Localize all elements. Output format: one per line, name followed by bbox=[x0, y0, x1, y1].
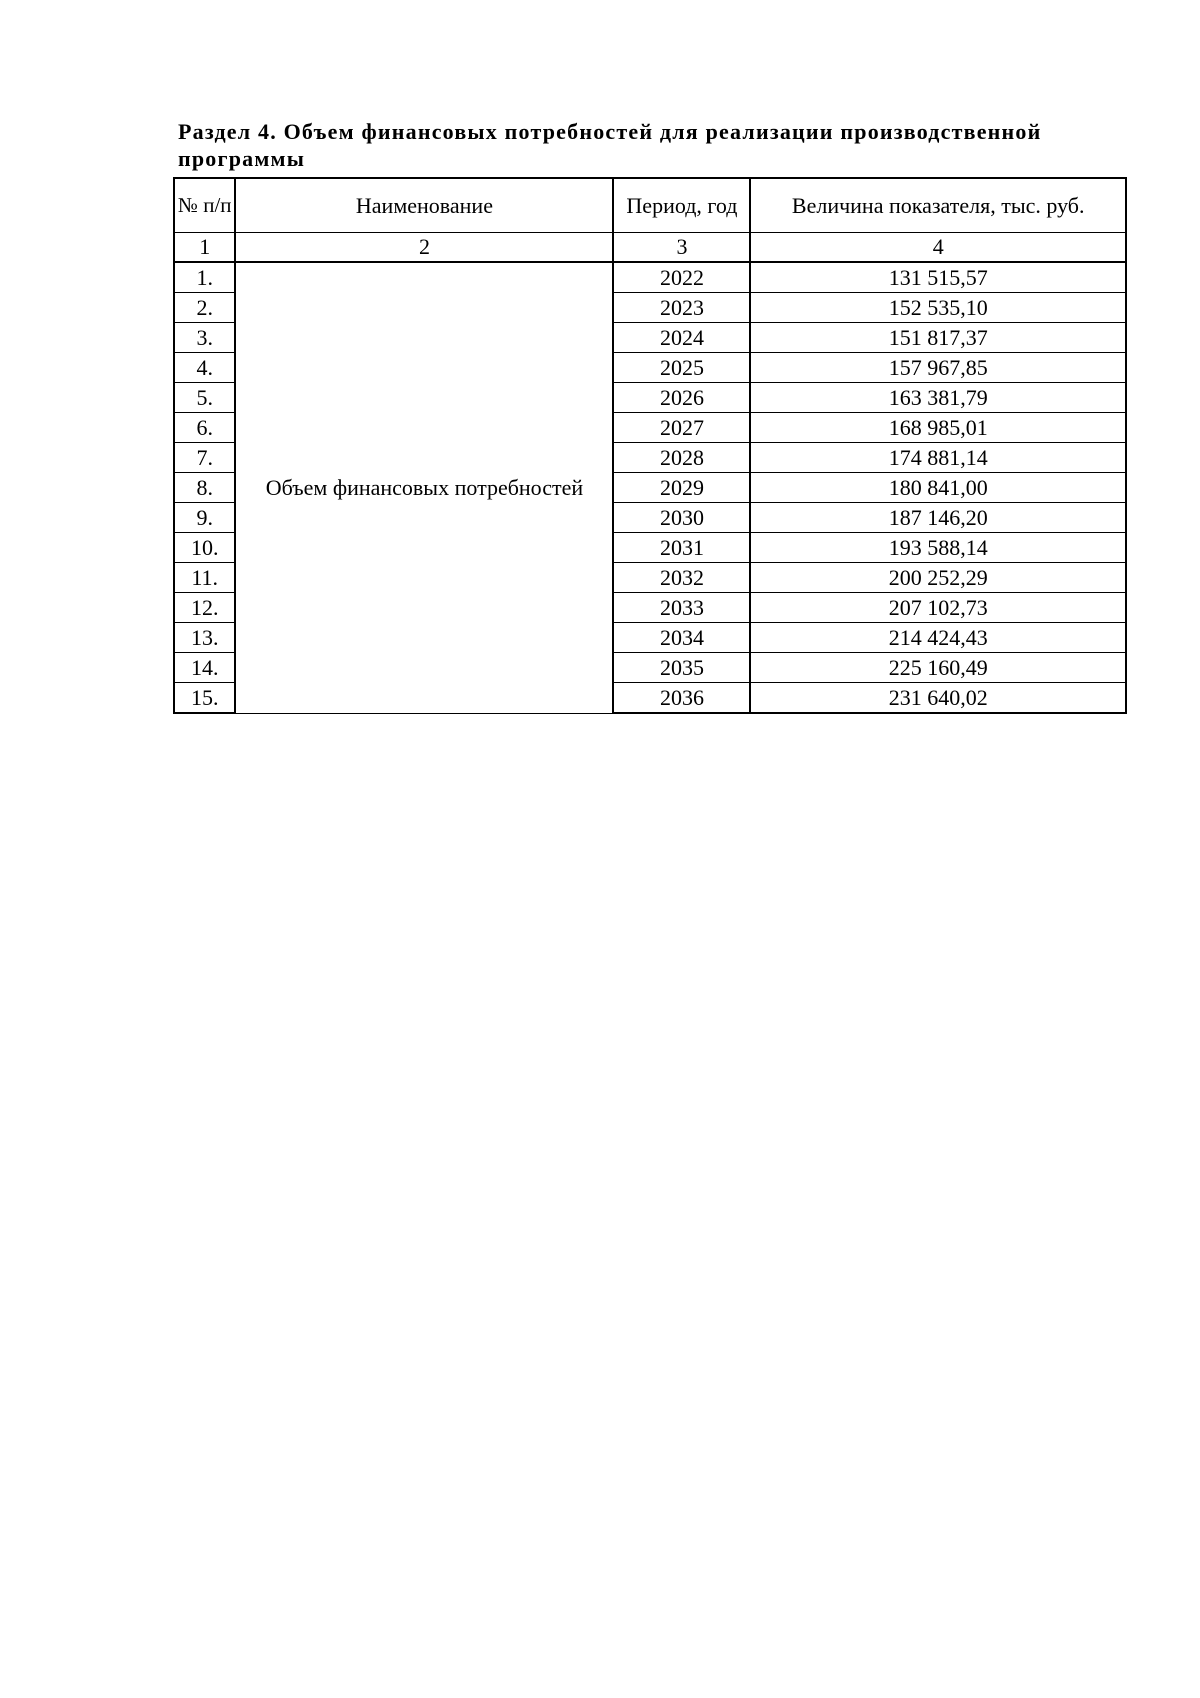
row-year: 2025 bbox=[613, 353, 750, 383]
header-name: Наименование bbox=[235, 178, 613, 233]
row-number: 8. bbox=[174, 473, 235, 503]
row-number: 11. bbox=[174, 563, 235, 593]
row-year: 2023 bbox=[613, 293, 750, 323]
row-year: 2024 bbox=[613, 323, 750, 353]
section-title: Раздел 4. Объем финансовых потребностей для реализации производственной программы bbox=[178, 119, 1042, 171]
row-year: 2035 bbox=[613, 653, 750, 683]
row-value: 151 817,37 bbox=[750, 323, 1126, 353]
row-value: 193 588,14 bbox=[750, 533, 1126, 563]
row-value: 187 146,20 bbox=[750, 503, 1126, 533]
row-year: 2032 bbox=[613, 563, 750, 593]
row-value: 214 424,43 bbox=[750, 623, 1126, 653]
row-value: 180 841,00 bbox=[750, 473, 1126, 503]
row-number: 6. bbox=[174, 413, 235, 443]
column-number: 4 bbox=[750, 233, 1126, 263]
row-value: 231 640,02 bbox=[750, 683, 1126, 714]
column-number: 3 bbox=[613, 233, 750, 263]
row-number: 14. bbox=[174, 653, 235, 683]
header-period: Период, год bbox=[613, 178, 750, 233]
row-year: 2022 bbox=[613, 262, 750, 293]
header-num: № п/п bbox=[174, 178, 235, 233]
row-value: 207 102,73 bbox=[750, 593, 1126, 623]
row-number: 9. bbox=[174, 503, 235, 533]
row-value: 163 381,79 bbox=[750, 383, 1126, 413]
row-year: 2028 bbox=[613, 443, 750, 473]
row-number: 5. bbox=[174, 383, 235, 413]
table-header-row bbox=[174, 178, 1126, 233]
row-value: 200 252,29 bbox=[750, 563, 1126, 593]
row-year: 2036 bbox=[613, 683, 750, 714]
row-number: 1. bbox=[174, 262, 235, 293]
row-year: 2029 bbox=[613, 473, 750, 503]
row-year: 2031 bbox=[613, 533, 750, 563]
row-number: 13. bbox=[174, 623, 235, 653]
table-row bbox=[174, 262, 1126, 293]
column-number-row bbox=[174, 233, 1126, 263]
row-value: 225 160,49 bbox=[750, 653, 1126, 683]
column-number: 1 bbox=[174, 233, 235, 263]
row-number: 15. bbox=[174, 683, 235, 714]
header-value: Величина показателя, тыс. руб. bbox=[750, 178, 1126, 233]
indicator-name: Объем финансовых потребностей bbox=[235, 262, 613, 713]
row-value: 131 515,57 bbox=[750, 262, 1126, 293]
row-value: 157 967,85 bbox=[750, 353, 1126, 383]
row-value: 168 985,01 bbox=[750, 413, 1126, 443]
row-number: 12. bbox=[174, 593, 235, 623]
row-number: 3. bbox=[174, 323, 235, 353]
column-number: 2 bbox=[235, 233, 613, 263]
row-value: 174 881,14 bbox=[750, 443, 1126, 473]
row-year: 2033 bbox=[613, 593, 750, 623]
row-year: 2027 bbox=[613, 413, 750, 443]
row-value: 152 535,10 bbox=[750, 293, 1126, 323]
row-year: 2030 bbox=[613, 503, 750, 533]
row-number: 4. bbox=[174, 353, 235, 383]
row-year: 2034 bbox=[613, 623, 750, 653]
financial-needs-table bbox=[173, 177, 1127, 714]
row-number: 7. bbox=[174, 443, 235, 473]
row-number: 10. bbox=[174, 533, 235, 563]
row-number: 2. bbox=[174, 293, 235, 323]
row-year: 2026 bbox=[613, 383, 750, 413]
